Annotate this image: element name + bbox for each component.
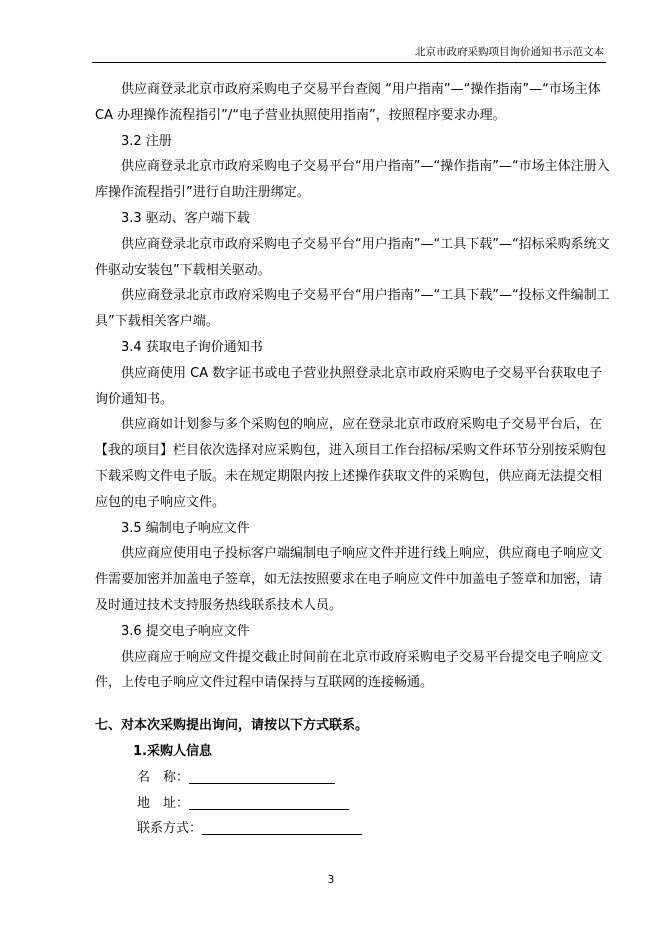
subheading: 3.5 编制电子响应文件 — [121, 520, 250, 536]
paragraph: 供应商使用 CA 数字证书或电子营业执照登录北京市政府采购电子交易平台获取电子询价通知书。 — [95, 365, 603, 407]
blank-line — [189, 767, 335, 784]
section-heading: 七、对本次采购提出询问，请按以下方式联系。 — [95, 718, 369, 734]
field-label: 名 称： — [137, 769, 190, 785]
spacer — [95, 696, 610, 713]
document-body — [95, 77, 610, 842]
paragraph: 供应商登录北京市政府采购电子交易平台“用户指南”—“工具下载”—“投标文件编制工具”下载相关客户端。 — [95, 288, 610, 330]
paragraph: 供应商如计划参与多个采购包的响应，应在登录北京市政府采购电子交易平台后，在【我的项目】栏目依次选择对应采购包，进入项目工作台招标/采购文件环节分别按采购包下载采购文件电子版。未在规定期限内按上述操作获取文件的采购包，供应商无法提交相应包的电子响应文件。 — [95, 417, 607, 510]
purchaser-address-field — [95, 791, 610, 817]
paragraph: 供应商应于响应文件提交截止时间前在北京市政府采购电子交易平台提交电子响应文件，上传电子响应文件过程中请保持与互联网的连接畅通。 — [95, 649, 603, 691]
blank-line — [202, 818, 362, 835]
paragraph: 供应商应使用电子投标客户端编制电子响应文件并进行线上响应，供应商电子响应文件需要加密并加盖电子签章，如无法按照要求在电子响应文件中加盖电子签章和加密，请及时通过技术支持服务热线联系技术人员。 — [95, 546, 603, 613]
field-label: 地 址： — [137, 795, 190, 811]
blank-line — [189, 793, 349, 810]
purchaser-contact-field — [95, 816, 610, 842]
subheading: 3.6 提交电子响应文件 — [121, 623, 250, 639]
header-rule — [92, 62, 606, 63]
purchaser-info-heading: 1.采购人信息 — [133, 743, 212, 759]
field-label: 联系方式： — [137, 821, 203, 837]
paragraph: 供应商登录北京市政府采购电子交易平台“用户指南”—“工具下载”—“招标采购系统文件驱动安装包”下载相关驱动。 — [95, 236, 610, 278]
page-number: 3 — [327, 874, 335, 886]
subheading: 3.4 获取电子询价通知书 — [121, 339, 263, 355]
running-header: 北京市政府采购项目询价通知书示范文本 — [415, 46, 604, 58]
purchaser-name-field — [95, 765, 610, 791]
paragraph: 供应商登录北京市政府采购电子交易平台“用户指南”—“操作指南”—“市场主体注册入库操作流程指引”进行自助注册绑定。 — [95, 159, 610, 201]
subheading: 3.3 驱动、客户端下载 — [121, 210, 250, 226]
paragraph: 供应商登录北京市政府采购电子交易平台查阅 “用户指南”—“操作指南”—“市场主体 CA 办理操作流程指引”/“电子营业执照使用指南”，按照程序要求办理。 — [95, 82, 601, 123]
subheading: 3.2 注册 — [121, 133, 172, 149]
